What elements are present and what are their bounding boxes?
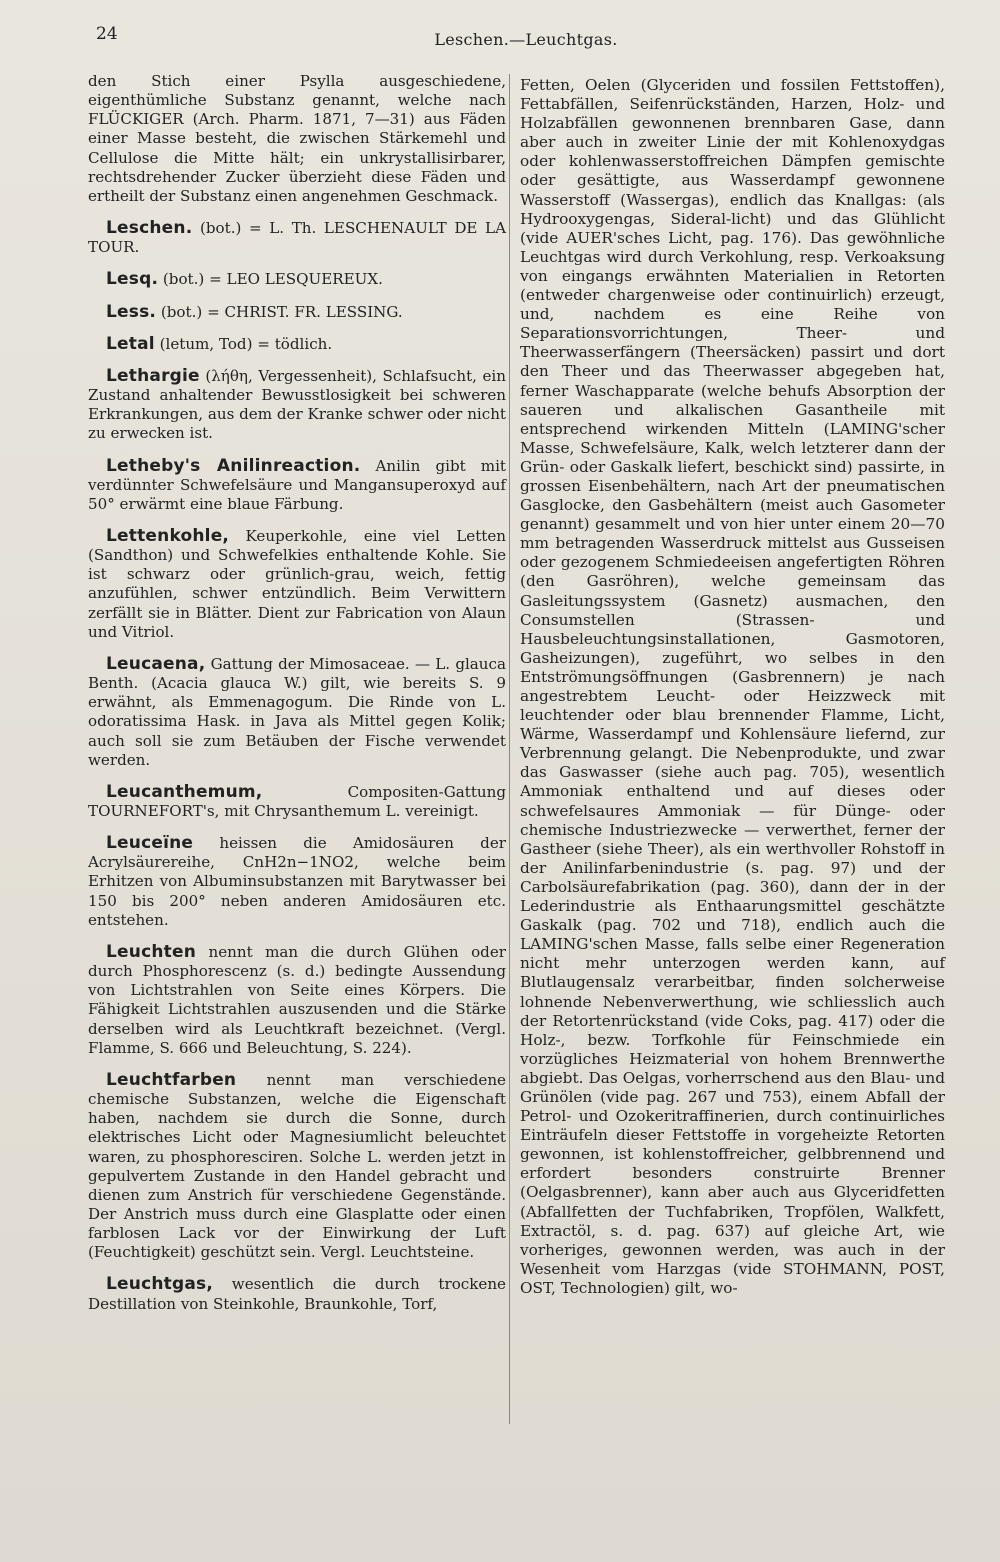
- dictionary-entry: [88, 303, 506, 322]
- entry-text: (letum, Tod) = tödlich.: [159, 334, 333, 353]
- entry-term: Leuchtfarben: [106, 1069, 237, 1090]
- dictionary-entry: [88, 1275, 506, 1313]
- entry-text: Keuperkohle, eine viel Letten (Sandthon) und Schwefelkies enthaltende Kohle. Sie ist schwarz oder grünlich-grau, weich, fettig anzufühlen, schwer entzündlich. Beim Verwittern zerfällt sie in Blätter. Dient zur Fabrication von Alaun und Vitriol.: [88, 526, 506, 641]
- entry-term: Letal: [106, 333, 155, 354]
- entry-text: Anilin gibt mit verdünnter Schwefelsäure und Mangansuperoxyd auf 50° erwärmt eine blaue Färbung.: [88, 456, 506, 513]
- entry-term: Leuchten: [106, 941, 197, 962]
- entry-term: Lethargie: [106, 365, 200, 386]
- entry-term: Less.: [106, 301, 157, 322]
- page-header: [96, 24, 956, 50]
- dictionary-entry: [88, 834, 506, 930]
- entry-term: Lettenkohle,: [106, 525, 230, 546]
- entry-text: wesentlich die durch trockene Destillation von Steinkohle, Braunkohle, Torf,: [88, 1275, 506, 1313]
- dictionary-entry: [88, 72, 506, 206]
- page-number: 24: [96, 24, 118, 44]
- left-column: [88, 72, 506, 1327]
- entry-term: Lesq.: [106, 269, 159, 290]
- entry-term: Leucaena,: [106, 653, 206, 674]
- column-divider: [509, 74, 510, 1424]
- dictionary-entry: [88, 270, 506, 289]
- entry-text: heissen die Amidosäuren der Acrylsäurereihe, CnH2n−1NO2, welche beim Erhitzen von Albuminsubstanzen mit Barytwasser bei 150 bis 200° neben anderen Amidosäuren etc. entstehen.: [88, 834, 506, 929]
- dictionary-entry: [88, 219, 506, 257]
- entry-text: (λήθη, Vergessenheit), Schlafsucht, ein Zustand anhaltender Bewusstlosigkeit bei schweren Erkrankungen, aus dem der Kranke schwer oder nicht zu erwecken ist.: [88, 366, 506, 443]
- entry-term: Leuchtgas,: [106, 1274, 213, 1295]
- dictionary-entry: [88, 783, 506, 821]
- entry-text: Compositen-Gattung TOURNEFORT's, mit Chrysanthemum L. vereinigt.: [88, 782, 506, 820]
- dictionary-entry: [88, 527, 506, 642]
- dictionary-entry: [88, 457, 506, 514]
- entry-term: Leuceïne: [106, 833, 194, 854]
- entry-text: den Stich einer Psylla ausgeschiedene, eigenthümliche Substanz genannt, welche nach FLÜCKIGER (Arch. Pharm. 1871, 7—31) aus Fäden einer Masse besteht, die zwischen Stärkemehl und Cellulose die Mitte hält; ein unkrystallisirbarer, rechtsdrehender Zucker überzieht diese Fäden und ertheilt der Substanz einen angenehmen Geschmack.: [88, 72, 506, 205]
- right-column-text: Fetten, Oelen (Glyceriden und fossilen Fettstoffen), Fettabfällen, Seifenrückständen, Harzen, Holz- und Holzabfällen gewonnenen brennbaren Gase, dann aber auch in zweiter Linie der mit Kohlenoxydgas oder kohlenwasserstoffreichen Dämpfen gemischte oder gesättigte, aus Wasserdampf gewonnene Wasserstoff (Wassergas), endlich das Knallgas: (als Hydrooxygengas, Sideral-licht) und das Glühlicht (vide AUER'sches Licht, pag. 176). Das gewöhnliche Leuchtgas wird durch Verkohlung, resp. Verkoaksung von eingangs erwähnten Materialien in Retorten (entweder chargenweise oder continuirlich) erzeugt, und, nachdem es eine Reihe von Separationsvorrichtungen, Theer- und Theerwasserfängern (Theersäcken) passirt und dort den Theer und das Theerwasser abgegeben hat, ferner Waschapparate (welche behufs Absorption der saueren und alkalischen Gasantheile mit entsprechend wirkenden Mitteln (LAMING'scher Masse, Schwefelsäure, Kalk, welch letzterer dann der Grün- oder Gaskalk liefert, beschickt sind) passirte, in grossen Eisenbehältern, nach Art der pneumatischen Gasglocke, den Gasbehältern (meist auch Gasometer genannt) gesammelt und von hier unter einem 20—70 mm betragenden Wasserdruck mittelst aus Gusseisen oder gezogenem Schmiedeeisen angefertigten Röhren (den Gasröhren), welche gemeinsam das Gasleitungssystem (Gasnetz) ausmachen, den Consumstellen (Strassen- und Hausbeleuchtungsinstallationen, Gasmotoren, Gasheizungen), zugeführt, wo selbes in den Entströmungsöffnungen (Gasbrennern) je nach angestrebtem Leucht- oder Heizzweck mit leuchtender oder blau brennender Flamme, Licht, Wärme, Wasserdampf und Kohlensäure liefernd, zur Verbrennung gelangt. Die Nebenprodukte, und zwar das Gaswasser (siehe auch pag. 705), wesentlich Ammoniak enthaltend und auf dieses oder schwefelsaures Ammoniak — für Dünge- oder chemische Industriezwecke — verwerthet, ferner der Gastheer (siehe Theer), als ein werthvoller Rohstoff in der Anilinfarbenindustrie (s. pag. 97) und der Carbolsäurefabrikation (pag. 360), dann der in der Lederindustrie als Enthaarungsmittel geschätzte Gaskalk (pag. 702 und 718), endlich auch die LAMING'schen Masse, falls selbe einer Regeneration nicht mehr unterzogen werden kann, auf Blutlaugensalz verarbeitbar, finden solcherweise lohnende Nebenverwerthung, wie schliesslich auch der Retortenrückstand (vide Coks, pag. 417) oder die Holz-, bezw. Torfkohle für Feinschmiede ein vorzügliches Heizmaterial von hohem Brennwerthe abgiebt. Das Oelgas, vorherrschend aus den Blau- und Grünölen (vide pag. 267 und 753), einem Abfall der Petrol- und Ozokeritraffinerien, durch continuirliches Einträufeln dieser Fettstoffe in vorgeheizte Retorten gewonnen, ist kohlenstoffreicher, gelbbrennend und erfordert besonders construirte Brenner (Oelgasbrenner), kann aber auch aus Glyceridfetten (Abfallfetten der Tuchfabriken, Tropfölen, Walkfett, Extractöl, s. d. pag. 637) auf gleiche Art, wie vorheriges, gewonnen werden, was auch in der Wesenheit vom Harzgas (vide STOHMANN, POST, OST, Technologien) gilt, wo-: [520, 76, 945, 1297]
- entry-text: nennt man die durch Glühen oder durch Phosphorescenz (s. d.) bedingte Aussendung von Lichtstrahlen von Seite eines Körpers. Die Fähigkeit Lichtstrahlen auszusenden und die Stärke derselben wird als Leuchtkraft bezeichnet. (Vergl. Flamme, S. 666 und Beleuchtung, S. 224).: [88, 942, 506, 1057]
- dictionary-entry: [88, 335, 506, 354]
- entry-text: (bot.) = L. Th. LESCHENAULT DE LA TOUR.: [88, 219, 506, 257]
- dictionary-entry: [88, 1071, 506, 1263]
- entry-text: nennt man verschiedene chemische Substanzen, welche die Eigenschaft haben, nachdem sie durch die Sonne, durch elektrisches Licht oder Magnesiumlicht beleuchtet waren, zu phosphoresciren. Solche L. werden jetzt in gepulvertem Zustande in den Handel gebracht und dienen zum Anstrich für verschiedene Gegenstände. Der Anstrich muss durch eine Glasplatte oder einen farblosen Lack vor der Einwirkung der Luft (Feuchtigkeit) geschützt sein. Vergl. Leuchtsteine.: [88, 1070, 506, 1262]
- dictionary-entry: [88, 367, 506, 444]
- running-head: Leschen.—Leuchtgas.: [434, 30, 618, 49]
- entry-term: Leschen.: [106, 218, 193, 239]
- entry-text: (bot.) = CHRIST. FR. LESSING.: [160, 302, 403, 321]
- entry-text: (bot.) = LEO LESQUEREUX.: [162, 270, 383, 289]
- right-column: [520, 76, 945, 1298]
- entry-text: Gattung der Mimosaceae. — L. glauca Benth. (Acacia glauca W.) gilt, wie bereits S. 9 erwähnt, als Emmenagogum. Die Rinde von L. odoratissima Hask. in Java als Mittel gegen Kolik; auch soll sie zum Betäuben der Fische verwendet werden.: [88, 654, 506, 769]
- dictionary-entry: [88, 943, 506, 1058]
- dictionary-entry: [88, 655, 506, 770]
- entry-term: Letheby's Anilinreaction.: [106, 455, 361, 476]
- entry-term: Leucanthemum,: [106, 781, 263, 802]
